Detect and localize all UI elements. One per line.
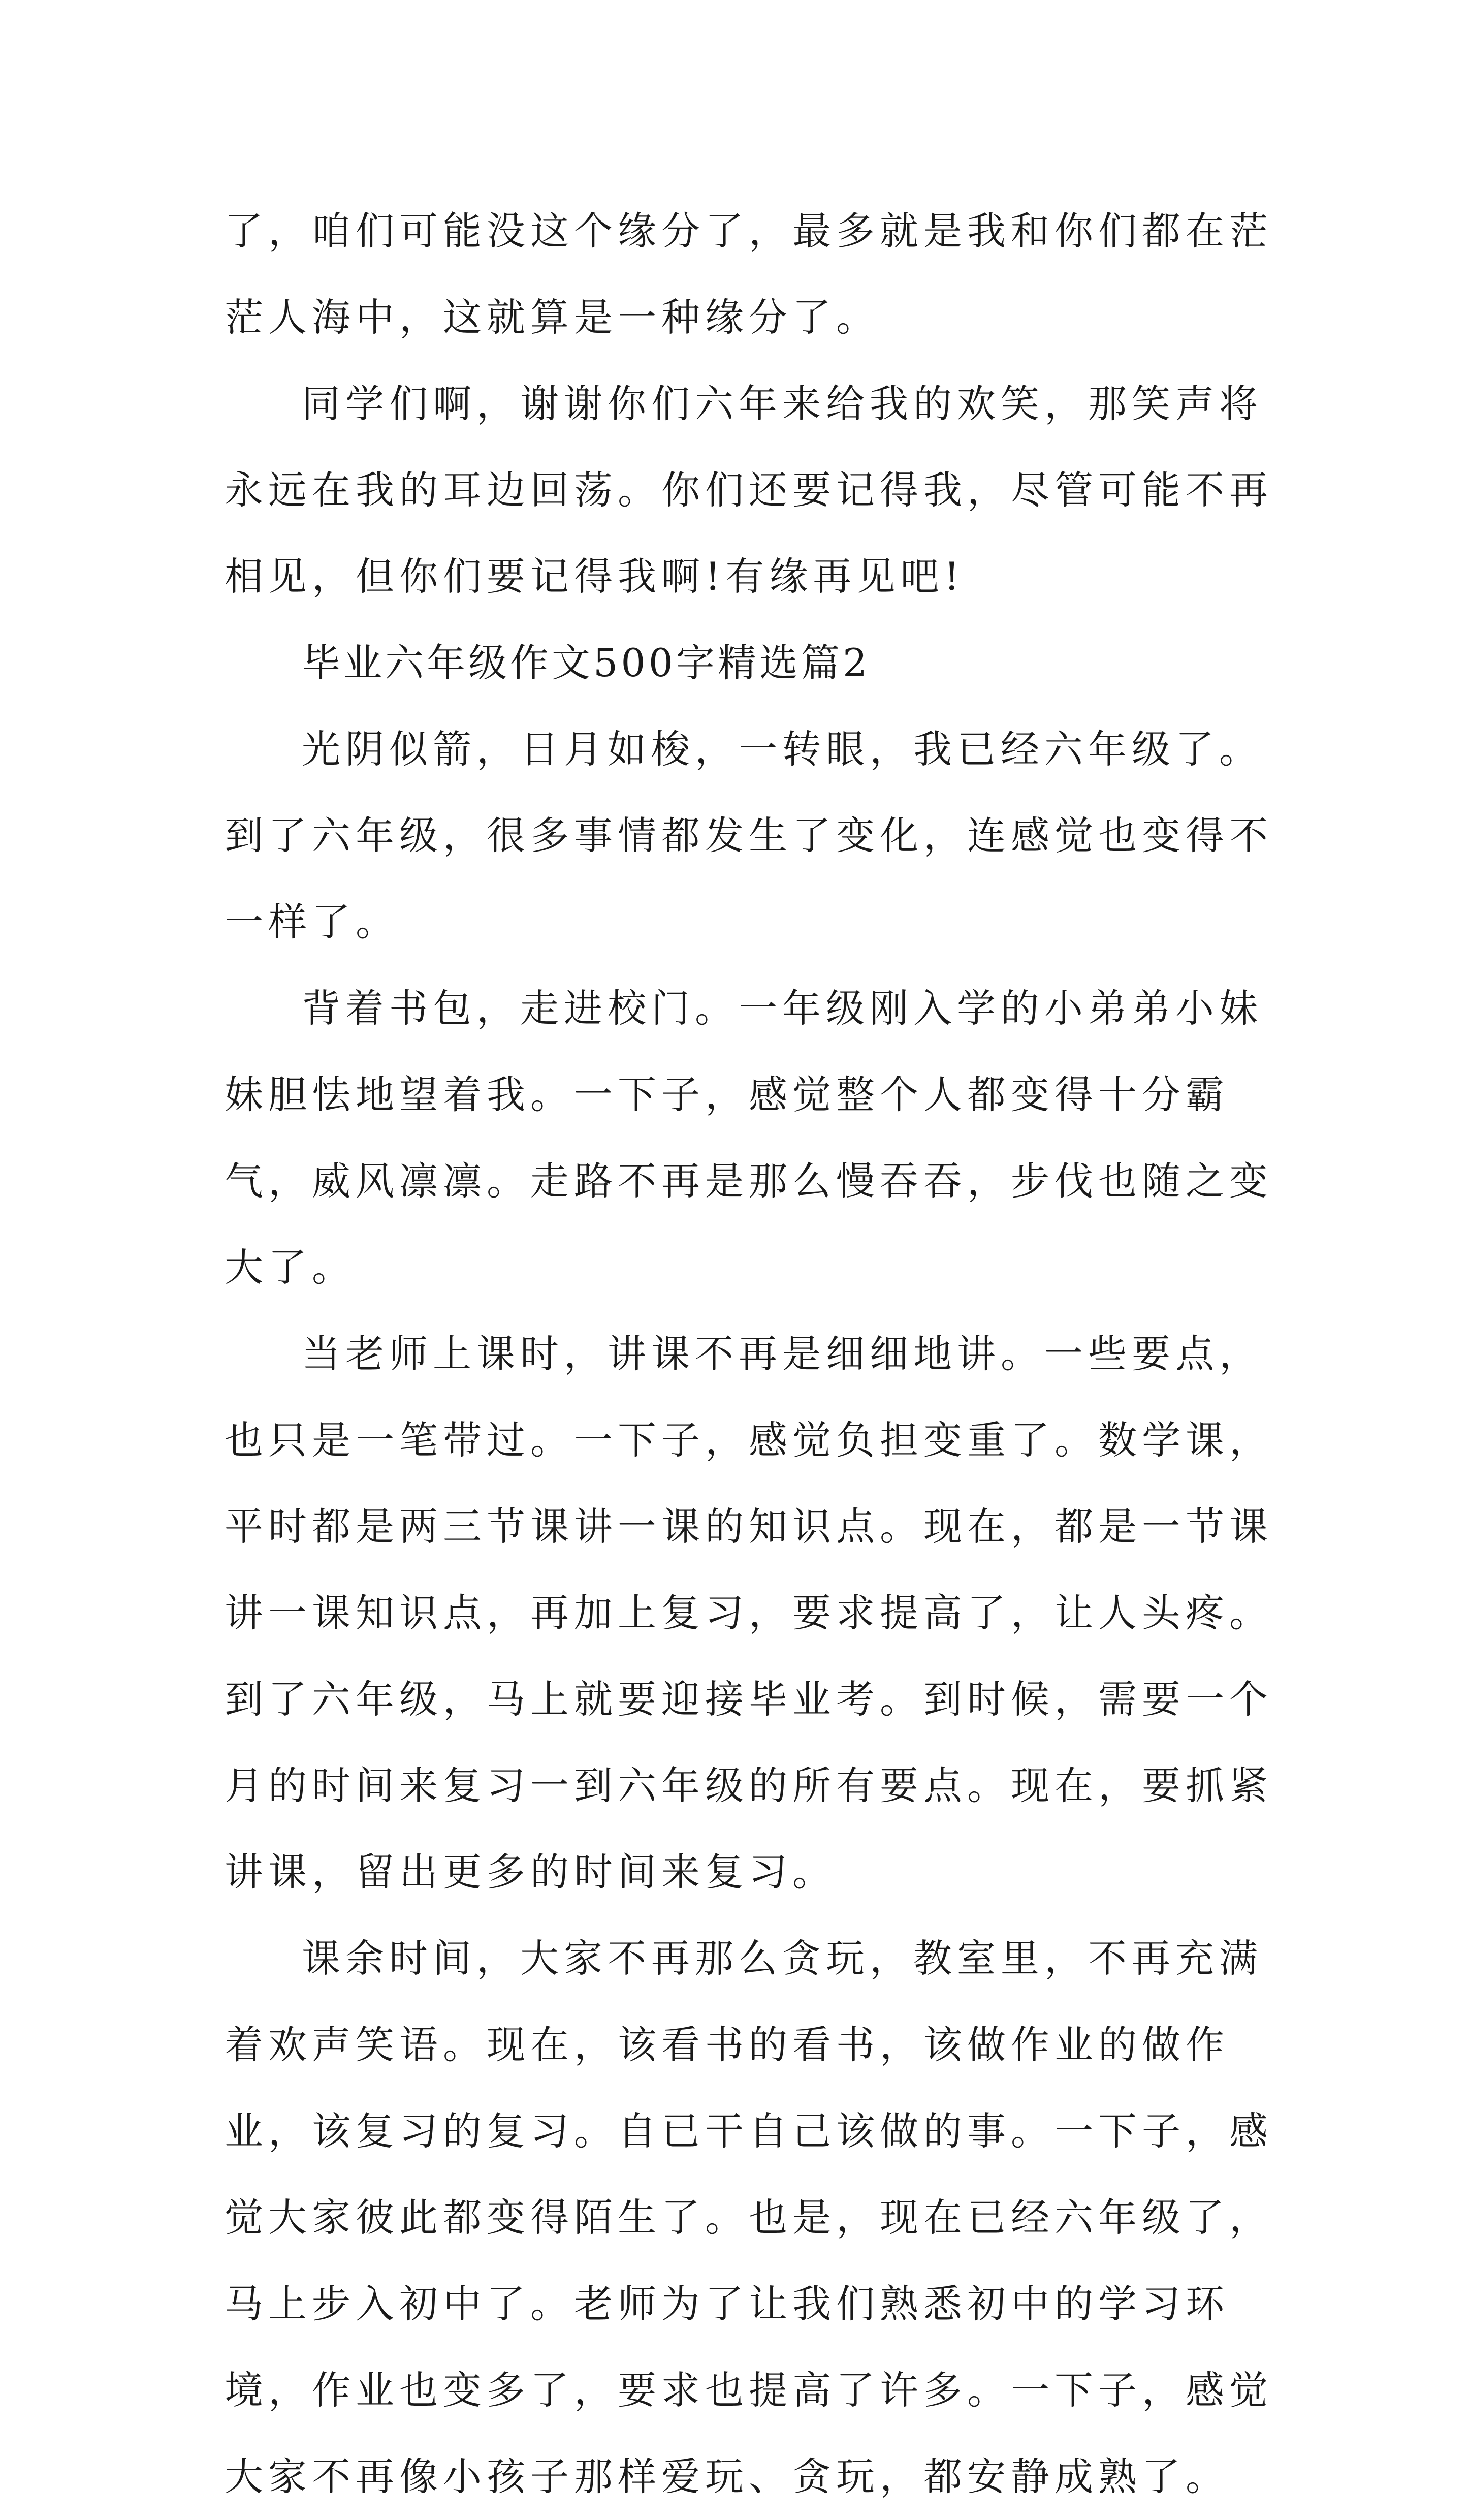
paragraph: 课余时间，大家不再那么贪玩，教室里，不再充满着欢声笑语。现在，该看书的看书，该做作业的做作业，该复习的复习。自已干自己该做的事。一下子，感觉大家彼此都变得陌生了。也是，现在已经六年级了，马上步入初中了。老师为了让我们熟悉初中的学习环境，作业也变多了，要求也提高了许多。一下子，感觉大家不再像小孩子那样爱玩、贪玩，都安静成熟了。 (225, 1936, 1273, 2499)
paragraph: 光阴似箭，日月如梭，一转眼，我已经六年级了。到了六年级，很多事情都发生了变化，连感觉也变得不一样了。 (225, 727, 1273, 944)
paragraph: 背着书包，走进校门。一年级刚入学的小弟弟小妹妹胆怯地望着我。一下子，感觉整个人都变得十分霸气，威风凛凛。走路不再是那么慢吞吞，步伐也随之变大了。 (225, 986, 1273, 1290)
paragraph: 同学们啊，谢谢你们六年来给我的欢笑，那笑声将永远在我的耳边回荡。你们还要记得我，尽管可能不再相见，但你们要记得我啊!有缘再见吧! (225, 381, 1273, 599)
paragraph: 当老师上课时，讲课不再是细细地讲。一些要点，也只是一笔带过。一下子，感觉负担变重了。数学课，平时都是两三节课讲一课的知识点。现在，都是一节课讲一课知识点，再加上复习，要求提高了，让人头疼。到了六年级，马上就要迎接毕业考。到时候，需要一个月的时间来复习一到六年级的所有要点。现在，要抓紧讲课，留出更多的时间来复习。 (225, 1331, 1273, 1895)
paragraph-continuation: 了，咱们可能没这个缘分了，最多就是我和你们都在茫茫人海中，这就算是一种缘分了。 (225, 208, 1273, 340)
section-title: 毕业六年级作文500字精选篇2 (302, 640, 871, 685)
document-body (225, 188, 1291, 2520)
